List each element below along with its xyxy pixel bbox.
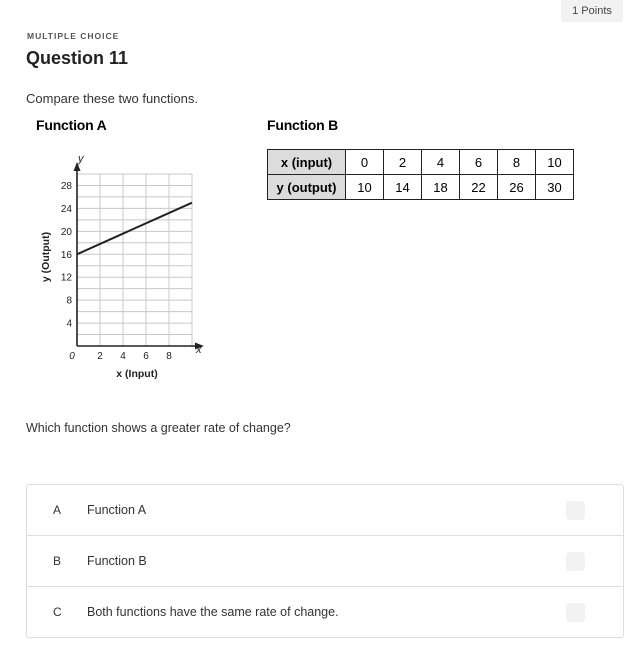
function-a-label: Function A	[36, 117, 107, 133]
choice-text: Function A	[87, 503, 147, 517]
question-prompt: Compare these two functions.	[26, 91, 198, 106]
table-cell: 2	[384, 150, 422, 175]
question-type: MULTIPLE CHOICE	[27, 31, 120, 41]
table-cell: 26	[498, 175, 536, 200]
table-cell: 30	[536, 175, 574, 200]
question-text: Which function shows a greater rate of change?	[26, 421, 291, 435]
y-tick-label: 20	[60, 226, 72, 238]
table-cell: 10	[346, 175, 384, 200]
y-tick-label: 12	[60, 272, 72, 284]
table-cell: 0	[346, 150, 384, 175]
y-axis-label: y (Output)	[40, 231, 52, 283]
choice-text: Function B	[87, 554, 147, 568]
series-line	[77, 203, 192, 255]
choice-b[interactable]	[27, 536, 623, 587]
y-tick-label: 24	[60, 203, 72, 215]
y-tick-label: 16	[60, 249, 72, 261]
table-row	[268, 175, 574, 200]
table-cell: 4	[422, 150, 460, 175]
question-title: Question 11	[26, 48, 129, 68]
choice-checkbox[interactable]	[566, 603, 585, 622]
graph-grid	[77, 174, 192, 346]
choice-a[interactable]	[27, 485, 623, 536]
x-tick-label: 2	[97, 351, 103, 362]
choice-checkbox[interactable]	[566, 552, 585, 571]
function-b-label: Function B	[267, 117, 339, 133]
x-input-header: x (input)	[268, 150, 346, 175]
choice-letter: C	[53, 605, 62, 619]
x-axis-label: x (Input)	[116, 368, 158, 380]
choice-letter: B	[53, 554, 62, 568]
table-cell: 8	[498, 150, 536, 175]
table-cell: 10	[536, 150, 574, 175]
x-tick-label: 6	[143, 351, 149, 362]
y-output-header: y (output)	[268, 175, 346, 200]
function-b-table	[267, 149, 574, 200]
table-row	[268, 150, 574, 175]
answer-choices	[26, 484, 624, 638]
origin-label: 0	[69, 351, 75, 362]
graph-axes	[74, 162, 205, 350]
y-axis-var: y	[78, 153, 84, 165]
choice-checkbox[interactable]	[566, 501, 585, 520]
table-cell: 6	[460, 150, 498, 175]
x-tick-label: 4	[120, 351, 126, 362]
y-tick-label: 4	[66, 318, 72, 330]
choice-text: Both functions have the same rate of change.	[87, 605, 339, 619]
x-tick-label: 8	[166, 351, 172, 362]
y-tick-label: 8	[66, 295, 72, 307]
y-tick-label: 28	[60, 180, 72, 192]
x-axis-var: x	[196, 344, 202, 356]
points-badge: 1 Points	[561, 0, 623, 22]
table-cell: 14	[384, 175, 422, 200]
function-a-graph	[36, 150, 216, 385]
table-cell: 22	[460, 175, 498, 200]
choice-c[interactable]	[27, 587, 623, 637]
table-cell: 18	[422, 175, 460, 200]
choice-letter: A	[53, 503, 62, 517]
